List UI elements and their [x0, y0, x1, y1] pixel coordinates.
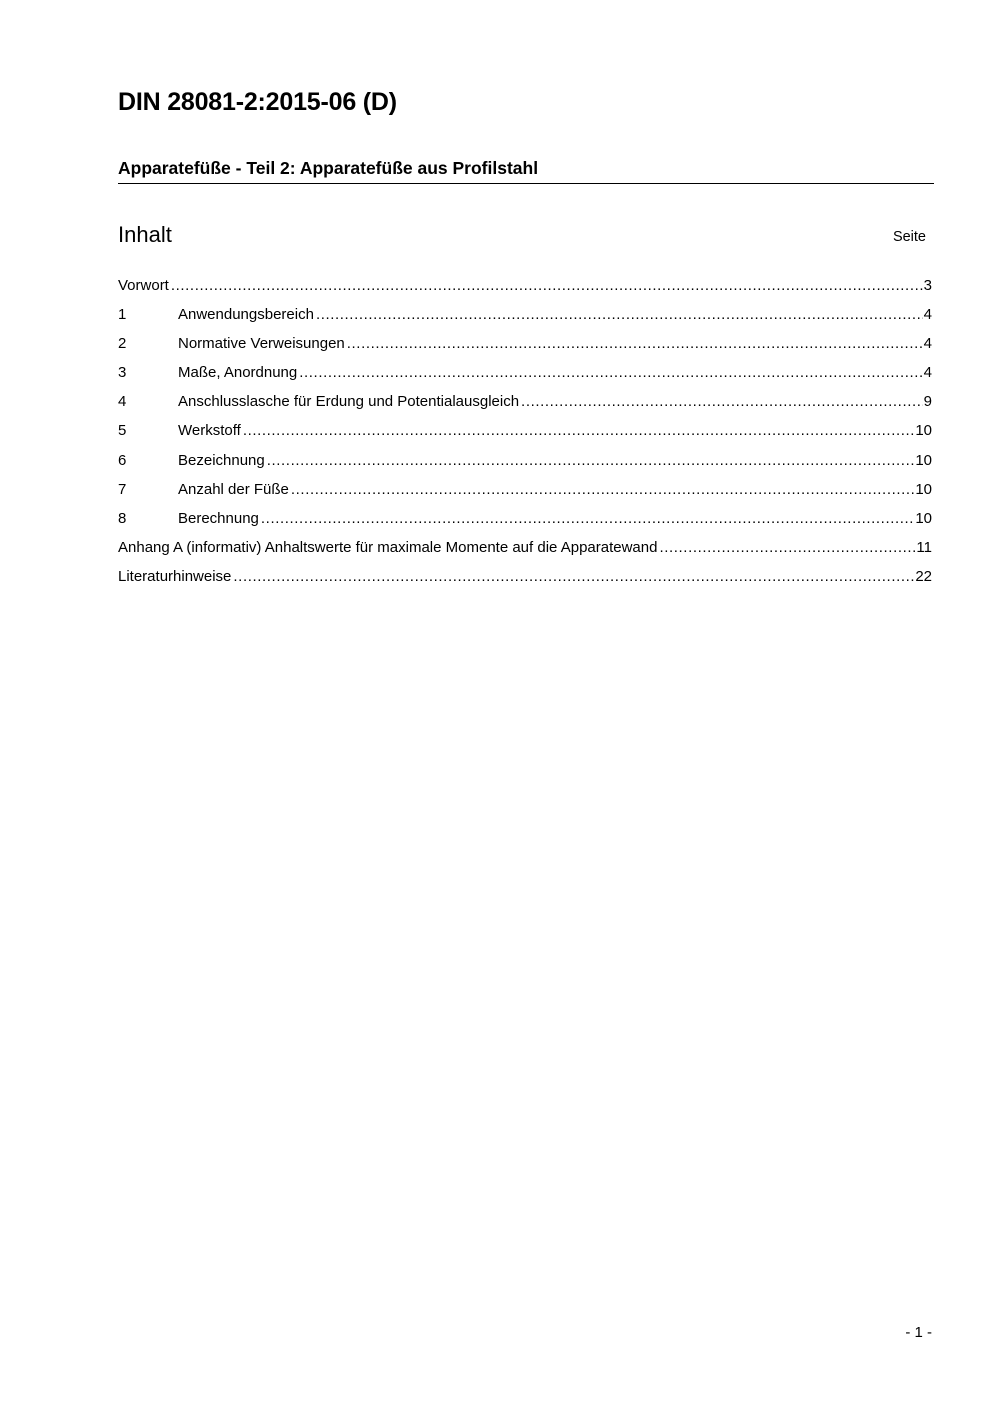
toc-dot-leader — [267, 452, 915, 469]
toc-entry-section-1[interactable] — [118, 306, 932, 335]
toc-page-column-label: Seite — [892, 229, 926, 245]
toc-entry-section-8[interactable] — [118, 510, 932, 539]
toc-dot-leader — [316, 306, 923, 323]
toc-entry-bibliography[interactable] — [118, 568, 932, 597]
toc-entry-vorwort[interactable] — [118, 277, 932, 306]
toc-entry-page: 10 — [915, 480, 932, 498]
toc-entry-number: 7 — [118, 480, 127, 498]
toc-entry-label: Normative Verweisungen — [178, 335, 345, 353]
toc-entry-label: Anzahl der Füße — [178, 480, 289, 498]
toc-entry-section-2[interactable] — [118, 335, 932, 364]
toc-entry-number: 6 — [118, 451, 127, 469]
toc-entry-section-6[interactable] — [118, 452, 932, 481]
toc-entry-section-3[interactable] — [118, 364, 932, 393]
toc-entry-page: 9 — [923, 393, 932, 411]
toc-entry-label: Literaturhinweise — [118, 567, 232, 585]
toc-entry-label: Maße, Anordnung — [178, 364, 298, 382]
toc-entry-label: Anhang A (informativ) Anhaltswerte für maximale Momente auf die Apparatewand — [118, 538, 658, 556]
toc-entry-number: 3 — [118, 364, 127, 382]
toc-entry-number: 2 — [118, 335, 127, 353]
toc-dot-leader — [261, 510, 914, 527]
toc-entry-section-7[interactable] — [118, 481, 932, 510]
toc-dot-leader — [233, 568, 914, 585]
toc-entry-page: 4 — [923, 335, 932, 353]
toc-entry-label: Werkstoff — [178, 422, 241, 440]
toc-entry-page: 3 — [923, 277, 932, 294]
toc-entry-number: 4 — [118, 393, 127, 411]
toc-entry-page: 10 — [915, 451, 932, 469]
toc-dot-leader — [659, 539, 915, 556]
toc-dot-leader — [291, 481, 914, 498]
toc-entry-page: 4 — [923, 306, 932, 324]
toc-entry-page: 10 — [915, 422, 932, 440]
page-number: - 1 - — [905, 1324, 932, 1341]
toc-entry-label: Berechnung — [178, 509, 259, 527]
table-of-contents — [118, 277, 932, 597]
document-title: DIN 28081-2:2015-06 (D) — [118, 88, 397, 116]
toc-dot-leader — [299, 364, 922, 381]
toc-dot-leader — [243, 422, 915, 439]
toc-dot-leader — [347, 335, 923, 352]
toc-entry-label: Bezeichnung — [178, 451, 265, 469]
toc-entry-number: 8 — [118, 509, 127, 527]
toc-entry-page: 11 — [916, 538, 932, 556]
document-subtitle: Apparatefüße - Teil 2: Apparatefüße aus Profilstahl — [118, 158, 934, 184]
toc-entry-label: Anschlusslasche für Erdung und Potentialausgleich — [178, 393, 520, 411]
toc-entry-section-4[interactable] — [118, 393, 932, 422]
toc-heading: Inhalt — [118, 222, 172, 247]
toc-entry-number: 5 — [118, 422, 127, 440]
toc-entry-number: 1 — [118, 306, 127, 324]
toc-entry-section-5[interactable] — [118, 422, 932, 451]
toc-dot-leader — [521, 393, 923, 410]
toc-entry-label: Vorwort — [118, 277, 169, 294]
toc-entry-annex-a[interactable] — [118, 539, 932, 568]
toc-entry-page: 10 — [915, 509, 932, 527]
toc-entry-page: 4 — [923, 364, 932, 382]
toc-dot-leader — [171, 277, 923, 294]
toc-entry-label: Anwendungsbereich — [178, 306, 314, 324]
toc-entry-page: 22 — [915, 567, 932, 585]
